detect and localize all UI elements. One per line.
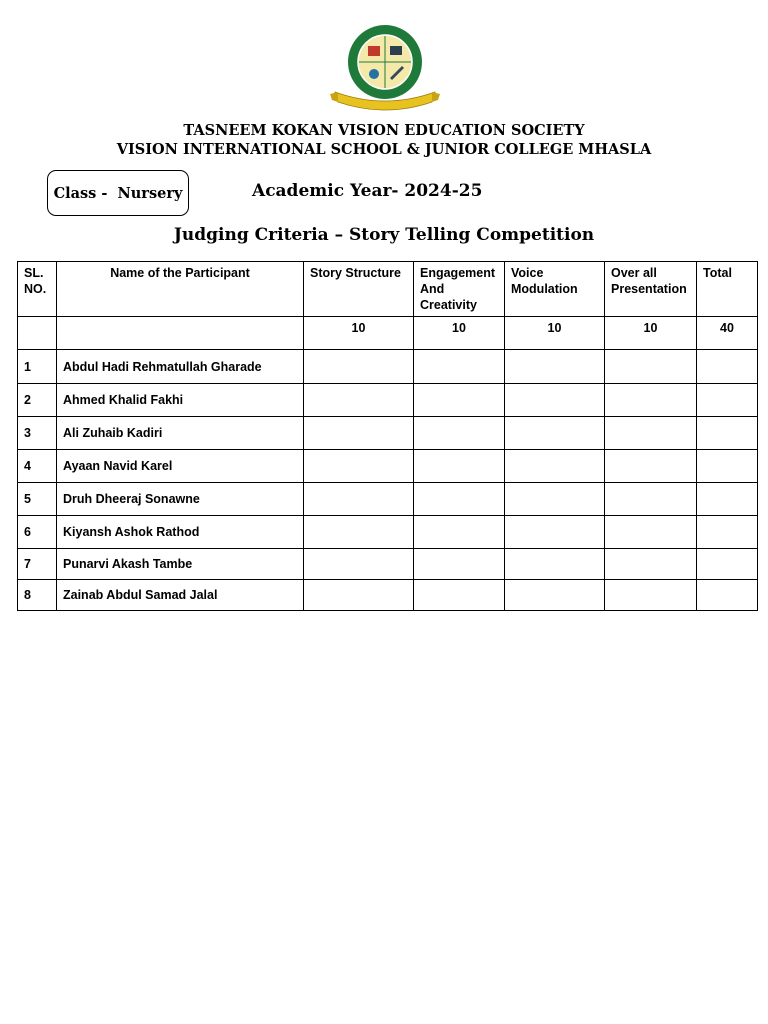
- score-cell: [605, 580, 697, 611]
- score-cell: [505, 549, 605, 580]
- score-cell: [605, 516, 697, 549]
- total-cell: [697, 384, 758, 417]
- total-cell: [697, 450, 758, 483]
- score-cell: [505, 417, 605, 450]
- sl-no-cell: 2: [18, 384, 57, 417]
- total-cell: [697, 516, 758, 549]
- participant-name-cell: Druh Dheeraj Sonawne: [57, 483, 304, 516]
- school-logo: [330, 22, 440, 112]
- sl-no-cell: 7: [18, 549, 57, 580]
- score-cell: [414, 450, 505, 483]
- score-cell: [414, 483, 505, 516]
- column-header: Total: [697, 262, 758, 317]
- column-header: Engagement And Creativity: [414, 262, 505, 317]
- table-row: [18, 516, 758, 549]
- max-marks-row: [18, 317, 758, 350]
- participant-name-cell: Zainab Abdul Samad Jalal: [57, 580, 304, 611]
- total-cell: [697, 580, 758, 611]
- score-cell: [414, 384, 505, 417]
- participant-name-cell: Ahmed Khalid Fakhi: [57, 384, 304, 417]
- total-cell: [697, 549, 758, 580]
- table-header-row: [18, 262, 758, 317]
- total-cell: [697, 417, 758, 450]
- score-cell: [414, 580, 505, 611]
- participant-name-cell: Punarvi Akash Tambe: [57, 549, 304, 580]
- school-name: VISION INTERNATIONAL SCHOOL & JUNIOR COLLEGE MHASLA: [116, 141, 652, 158]
- score-cell: [414, 549, 505, 580]
- judging-table: [17, 261, 758, 611]
- score-cell: [304, 549, 414, 580]
- participant-name-cell: Ayaan Navid Karel: [57, 450, 304, 483]
- sl-no-cell: 3: [18, 417, 57, 450]
- score-cell: [304, 384, 414, 417]
- score-cell: [304, 450, 414, 483]
- column-header: Story Structure: [304, 262, 414, 317]
- page-title: Judging Criteria – Story Telling Competition: [173, 225, 595, 245]
- max-marks-cell: [57, 317, 304, 350]
- column-header: SL. NO.: [18, 262, 57, 317]
- sl-no-cell: 4: [18, 450, 57, 483]
- column-header: Over all Presentation: [605, 262, 697, 317]
- sl-no-cell: 6: [18, 516, 57, 549]
- score-cell: [414, 417, 505, 450]
- total-cell: [697, 350, 758, 384]
- table-row: [18, 350, 758, 384]
- score-cell: [605, 350, 697, 384]
- column-header: Voice Modulation: [505, 262, 605, 317]
- score-cell: [605, 549, 697, 580]
- score-cell: [304, 350, 414, 384]
- max-marks-cell: [18, 317, 57, 350]
- score-cell: [414, 516, 505, 549]
- score-cell: [304, 483, 414, 516]
- class-label: Class - Nursery: [47, 170, 189, 216]
- total-cell: [697, 483, 758, 516]
- academic-year: Academic Year- 2024-25: [252, 181, 483, 201]
- score-cell: [505, 450, 605, 483]
- score-cell: [304, 417, 414, 450]
- table-row: [18, 549, 758, 580]
- max-marks-cell: 10: [505, 317, 605, 350]
- max-marks-cell: 10: [304, 317, 414, 350]
- score-cell: [505, 580, 605, 611]
- society-name: TASNEEM KOKAN VISION EDUCATION SOCIETY: [183, 122, 585, 139]
- score-cell: [304, 580, 414, 611]
- participant-name-cell: Kiyansh Ashok Rathod: [57, 516, 304, 549]
- participant-name-cell: Abdul Hadi Rehmatullah Gharade: [57, 350, 304, 384]
- column-header: Name of the Participant: [57, 262, 304, 317]
- score-cell: [605, 417, 697, 450]
- score-cell: [505, 483, 605, 516]
- score-cell: [605, 450, 697, 483]
- table-row: [18, 384, 758, 417]
- score-cell: [605, 384, 697, 417]
- score-cell: [605, 483, 697, 516]
- table-row: [18, 417, 758, 450]
- sl-no-cell: 5: [18, 483, 57, 516]
- sl-no-cell: 8: [18, 580, 57, 611]
- score-cell: [304, 516, 414, 549]
- table-row: [18, 450, 758, 483]
- participant-name-cell: Ali Zuhaib Kadiri: [57, 417, 304, 450]
- table-row: [18, 483, 758, 516]
- score-cell: [414, 350, 505, 384]
- max-marks-cell: 10: [414, 317, 505, 350]
- max-marks-cell: 10: [605, 317, 697, 350]
- score-cell: [505, 384, 605, 417]
- score-cell: [505, 350, 605, 384]
- sl-no-cell: 1: [18, 350, 57, 384]
- max-marks-cell: 40: [697, 317, 758, 350]
- score-cell: [505, 516, 605, 549]
- table-row: [18, 580, 758, 611]
